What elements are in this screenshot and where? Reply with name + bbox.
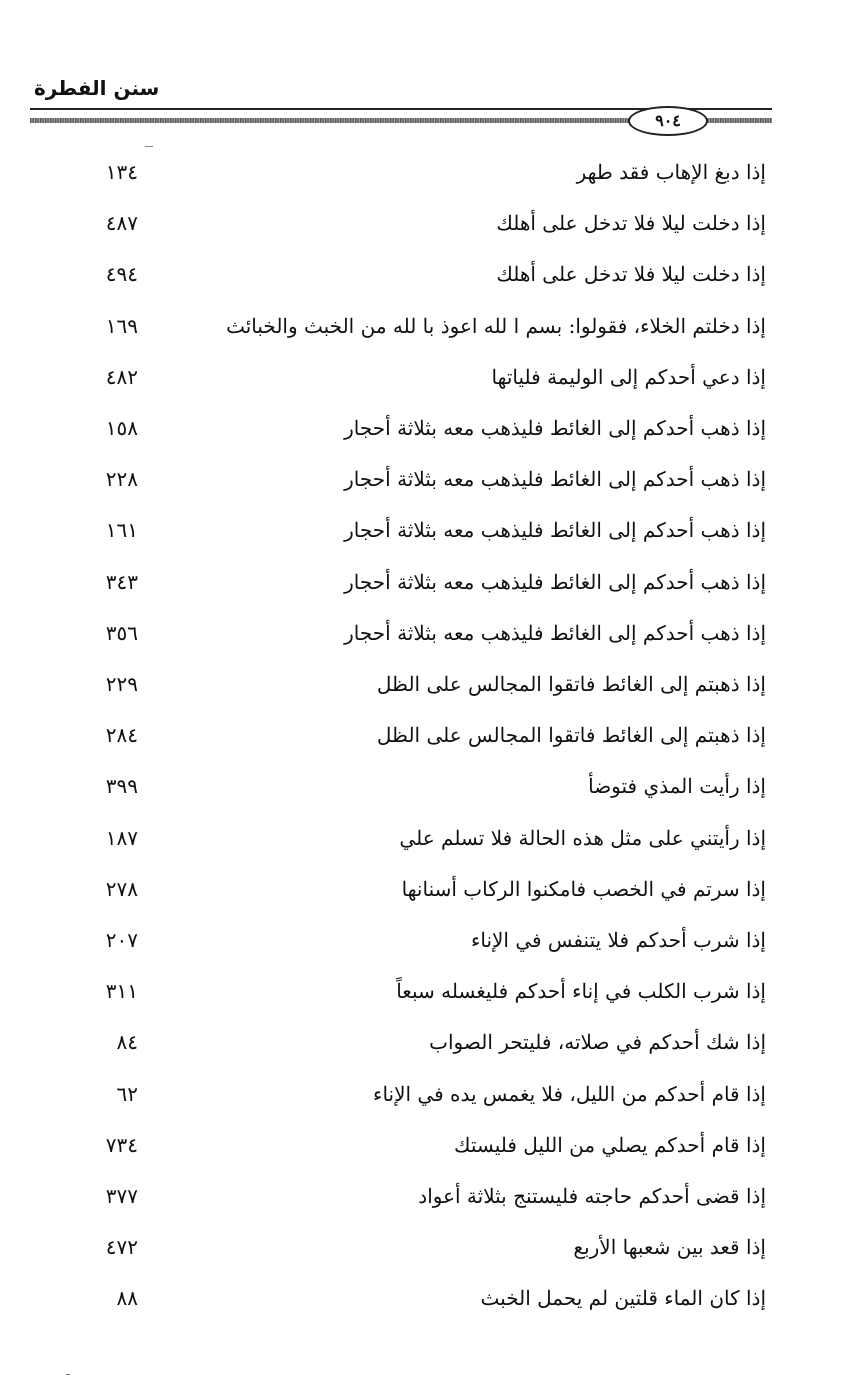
entry-page-number: ٢٢٨ [105, 467, 138, 492]
index-entry [0, 408, 868, 448]
entry-text: إذا شرب الكلب في إناء أحدكم فليغسله سبعاً [396, 979, 766, 1004]
index-entry [0, 459, 868, 499]
index-entry [0, 562, 868, 602]
entry-text: إذا قضى أحدكم حاجته فليستنج بثلاثة أعواد [418, 1184, 766, 1208]
entry-page-number: ٢٢٩ [105, 672, 138, 696]
page-number: ٩٠٤ [628, 106, 708, 136]
entry-text: إذا شرب أحدكم فلا يتنفس في الإناء [470, 928, 766, 952]
index-entry [0, 766, 868, 806]
entry-text: إذا رأيتني على مثل هذه الحالة فلا تسلم علي [399, 825, 766, 850]
entry-page-number: ٦٢ [116, 1081, 138, 1106]
index-entry [0, 664, 868, 704]
entry-text: إذا ذهب أحدكم إلى الغائط فليذهب معه بثلاثة أحجار [344, 416, 766, 440]
entry-text: إذا دخلت ليلا فلا تدخل على أهلك [496, 262, 766, 287]
entry-text: إذا دبغ الإهاب فقد طهر [576, 160, 766, 184]
entry-text: إذا ذهب أحدكم إلى الغائط فليذهب معه بثلاثة أحجار [344, 569, 766, 594]
scan-mark [66, 1374, 70, 1375]
entry-text: إذا قعد بين شعبها الأربع [573, 1235, 766, 1260]
entry-page-number: ٢٠٧ [105, 928, 138, 952]
index-entry [0, 971, 868, 1011]
entry-text: إذا ذهب أحدكم إلى الغائط فليذهب معه بثلاثة أحجار [344, 467, 766, 492]
entry-text: إذا دخلتم الخلاء، فقولوا: بسم ا لله اعوذ با لله من الخبث والخبائث [226, 313, 766, 338]
scan-mark [145, 146, 153, 147]
entry-page-number: ١٨٧ [105, 825, 138, 850]
index-entry [0, 357, 868, 397]
entry-text: إذا سرتم في الخصب فامكنوا الركاب أسنانها [401, 876, 766, 901]
entry-page-number: ١٣٤ [105, 160, 138, 184]
entry-page-number: ١٦١ [105, 518, 138, 543]
index-entry [0, 306, 868, 346]
index-entry [0, 818, 868, 858]
index-entry [0, 613, 868, 653]
entry-page-number: ٤٨٧ [105, 211, 138, 236]
entry-text: إذا كان الماء قلتين لم يحمل الخبث [480, 1286, 766, 1311]
entry-text: إذا ذهبتم إلى الغائط فاتقوا المجالس على الظل [376, 672, 766, 696]
index-entry [0, 1074, 868, 1114]
index-entry [0, 1125, 868, 1165]
entry-text: إذا قام أحدكم من الليل، فلا يغمس يده في الإناء [373, 1081, 766, 1106]
entry-page-number: ٨٤ [116, 1030, 138, 1055]
index-entry [0, 1022, 868, 1062]
entry-page-number: ١٦٩ [105, 313, 138, 338]
entry-page-number: ٢٨٤ [105, 723, 138, 748]
entry-page-number: ٤٨٢ [105, 364, 138, 389]
entry-text: إذا رأيت المذي فتوضأ [588, 774, 766, 799]
index-entry [0, 510, 868, 550]
entry-page-number: ٣٧٧ [105, 1184, 138, 1208]
index-entry [0, 254, 868, 294]
index-entry [0, 152, 868, 192]
entry-text: إذا ذهبتم إلى الغائط فاتقوا المجالس على الظل [376, 723, 766, 748]
entry-page-number: ٣١١ [105, 979, 138, 1004]
index-entry [0, 1176, 868, 1216]
entry-page-number: ٢٧٨ [105, 876, 138, 901]
entry-text: إذا دخلت ليلا فلا تدخل على أهلك [496, 211, 766, 236]
entry-page-number: ٣٤٣ [105, 569, 138, 594]
entry-text: إذا دعي أحدكم إلى الوليمة فلياتها [491, 364, 766, 389]
index-entry [0, 920, 868, 960]
entry-page-number: ٣٩٩ [105, 774, 138, 799]
index-entry [0, 1227, 868, 1267]
entry-text: إذا قام أحدكم يصلي من الليل فليستك [454, 1132, 766, 1157]
index-entry [0, 1278, 868, 1318]
entry-page-number: ٤٩٤ [105, 262, 138, 287]
entry-page-number: ٧٣٤ [105, 1132, 138, 1157]
index-entry [0, 715, 868, 755]
entry-page-number: ٣٥٦ [105, 620, 138, 645]
entry-text: إذا ذهب أحدكم إلى الغائط فليذهب معه بثلاثة أحجار [344, 518, 766, 543]
book-title: سنن الفطرة [34, 76, 160, 100]
index-entry [0, 203, 868, 243]
index-entry [0, 869, 868, 909]
entry-page-number: ٤٧٢ [105, 1235, 138, 1260]
entry-page-number: ٨٨ [116, 1286, 138, 1311]
entry-page-number: ١٥٨ [105, 416, 138, 440]
entry-text: إذا شك أحدكم في صلاته، فليتحر الصواب [429, 1030, 766, 1055]
entry-text: إذا ذهب أحدكم إلى الغائط فليذهب معه بثلاثة أحجار [344, 620, 766, 645]
page-header [0, 0, 868, 140]
